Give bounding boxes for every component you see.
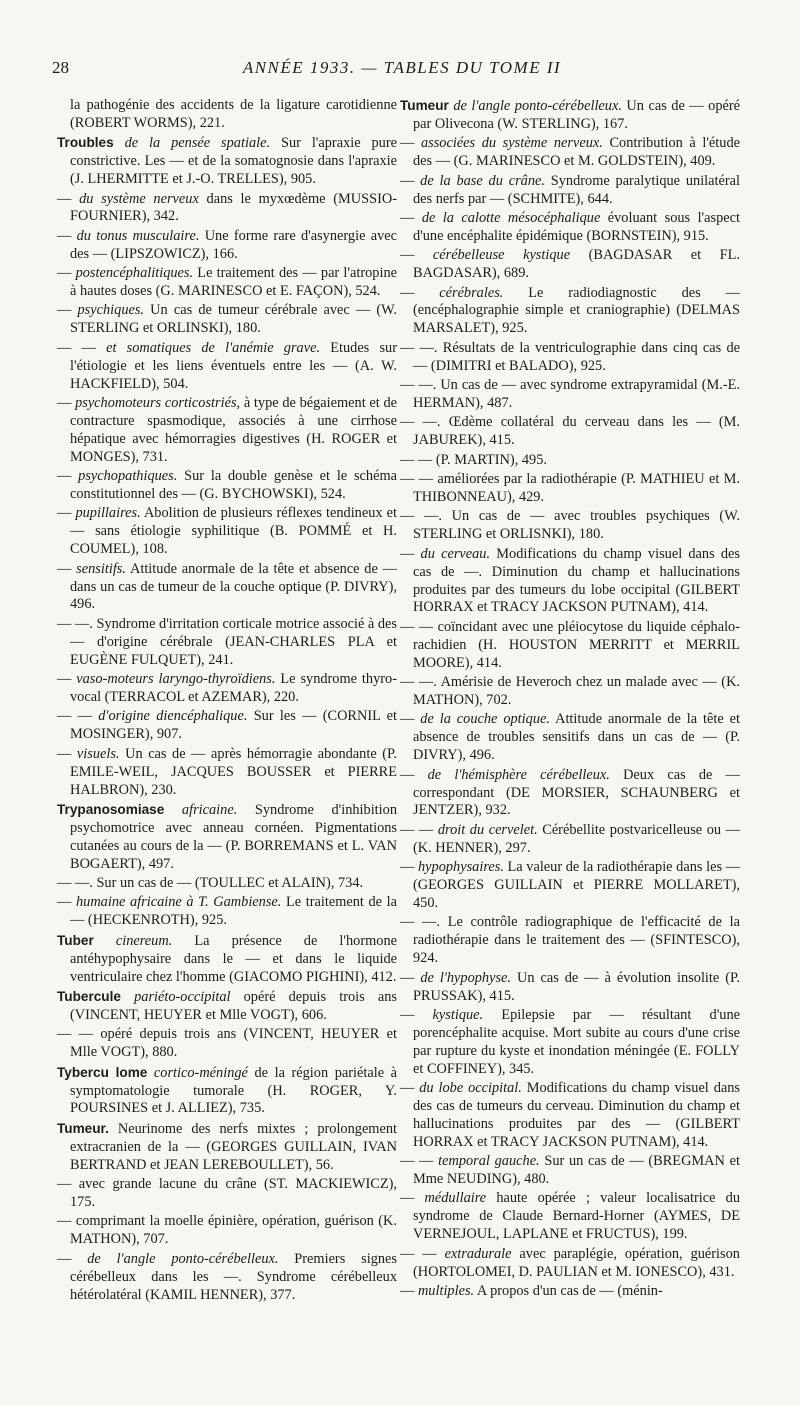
index-entry [57, 395, 397, 467]
entry-subject: associées du système nerveux. [420, 135, 603, 152]
entry-subject: multiples. [417, 1283, 475, 1299]
entry-dash: — — [57, 339, 96, 356]
entry-dash: — —. [400, 414, 441, 431]
entry-text: dans le myxœdème (MUSSIO-FOURNIER), 342. [70, 190, 397, 225]
entry-subject: kystique. [432, 1006, 484, 1023]
entry-dash: — — [400, 451, 433, 468]
entry-heading: Trypanosomiase [57, 801, 165, 817]
entry-subject: de la pensée spatiale. [124, 135, 271, 152]
entry-text: Modifications du champ visuel dans des cas de tumeurs du cerveau. Diminution du champ et hallucinations produites par des — (GILBERT HORRAX et TRACY JACKSON PUTNAM), 414. [413, 1080, 740, 1150]
entry-subject: du lobe occipital. [419, 1080, 522, 1097]
entry-subject: pariéto-occipital [134, 989, 231, 1005]
entry-text: avec paraplégie, opération, guérison (HORTOLOMEI, D. PAULIAN et M. IONESCO), 431. [413, 1245, 740, 1280]
entry-dash: — [57, 227, 72, 244]
entry-text: Modifications du champ visuel dans des cas de —. Diminution du champ et hallucinations produites par des tumeurs du lobe occipital (GILBERT HORRAX et TRACY JACKSON PUTNAM), 414. [413, 545, 740, 616]
entry-text: évoluant sous l'aspect d'une encéphalite épidémique (BORNSTEIN), 915. [413, 209, 740, 244]
entry-dash: — — [400, 821, 434, 838]
entry-dash: — — [400, 1153, 434, 1170]
entry-dash: — [57, 745, 72, 762]
entry-subject: postencéphalitiques. [75, 265, 194, 282]
entry-subject: cérébelleuse kystique [432, 247, 571, 264]
index-entry [400, 1283, 740, 1301]
index-entry [400, 1080, 740, 1152]
page-header [52, 58, 752, 82]
entry-dash: — —. [57, 875, 93, 892]
index-entry [400, 247, 740, 283]
entry-dash: — —. [400, 377, 437, 394]
index-entry [400, 285, 740, 339]
index-entry [400, 97, 740, 134]
entry-dash: — [400, 172, 415, 189]
page-number: 28 [52, 58, 69, 77]
index-entry [57, 340, 397, 394]
index-entry [57, 875, 397, 893]
entry-dash: — [57, 1250, 72, 1267]
entry-dash: — — [400, 618, 434, 635]
entry-dash: — —. [400, 914, 440, 931]
entry-dash: — [57, 560, 72, 577]
entry-subject: du tonus musculaire. [76, 227, 200, 244]
index-entry [57, 561, 397, 615]
entry-text: Un cas de tumeur cérébrale avec — (W. STERLING et ORLINSKI), 180. [70, 302, 397, 337]
entry-text: Sur un cas de — (TOULLEC et ALAIN), 734. [96, 875, 364, 892]
entry-subject: droit du cervelet. [437, 821, 538, 838]
entry-text: Sur les — (CORNIL et MOSINGER), 907. [70, 708, 397, 743]
index-entry [57, 191, 397, 227]
entry-text: Le traitement des — par l'atropine à hautes doses (G. MARINESCO et E. FAÇON), 524. [70, 265, 397, 300]
index-entry [57, 932, 397, 987]
entry-dash: — [400, 1190, 415, 1207]
entry-dash: — [57, 671, 72, 688]
entry-heading: Tumeur. [57, 1120, 109, 1136]
entry-heading: Tybercu lome [57, 1064, 148, 1080]
entry-dash: — — [57, 708, 92, 725]
index-entry [400, 508, 740, 544]
entry-text: La présence de l'hormone antéhypophysaire dans le — et dans le liquide ventriculaire chez l'homme (GIACOMO PIGHINI), 412. [70, 932, 397, 985]
entry-dash: — [57, 1176, 72, 1193]
entry-subject: cinereum. [115, 932, 173, 949]
index-entry [57, 1176, 397, 1212]
entry-text: Le radiodiagnostic des — (encéphalographie simple et craniographie) (DELMAS MARSALET), 925. [413, 284, 740, 337]
entry-text: Le traitement de la — (HECKENROTH), 925. [70, 894, 397, 929]
index-entry [400, 674, 740, 710]
entry-dash: — —. [400, 508, 442, 525]
index-entry [400, 711, 740, 765]
entry-text: coïncidant avec une pléiocytose du liquide céphalo-rachidien (H. HOUSTON MERRITT et MERRIL MOORE), 414. [413, 618, 740, 671]
index-entry [400, 970, 740, 1006]
entry-heading: Tumeur [400, 98, 449, 113]
entry-text: Amérisie de Heveroch chez un malade avec — (K. MATHON), 702. [413, 674, 741, 708]
entry-text: Abolition de plusieurs réflexes tendineux et — sans étiologie syphilitique (B. POMMÉ et H. COUMEL), 108. [70, 505, 397, 558]
entry-text: Syndrome d'irritation corticale motrice associé à des — d'origine cérébrale (JEAN-CHARLES PLA et EUGÈNE FULQUET), 241. [70, 615, 398, 668]
entry-text: Attitude anormale de la tête et absence de troubles sensitifs dans un cas de — (P. DIVRY), 496. [413, 711, 740, 764]
entry-dash: — [400, 545, 415, 562]
entry-subject: extradurale [444, 1245, 512, 1262]
entry-subject: du système nerveux [79, 190, 199, 207]
entry-dash: — —. [400, 339, 438, 356]
entry-text: à type de bégaiement et de contracture spasmodique, associés à une cirrhose hépatique avec hémorragies digestives (H. ROGER et MONGES), 731. [70, 395, 397, 465]
entry-text: Un cas de — à évolution insolite (P. PRUSSAK), 415. [413, 969, 740, 1004]
index-entry [57, 302, 397, 338]
entry-text: Epilepsie par — résultant d'une porencéphalite acquise. Mort subite au cours d'une crise par rupture du kyste et inondation méningée (E. FOLLY et COFFINEY), 345. [413, 1006, 740, 1077]
index-entry [400, 377, 740, 413]
index-entry [57, 894, 397, 930]
running-title: ANNÉE 1933. — TABLES DU TOME II [242, 58, 562, 77]
entry-text: (P. MARTIN), 495. [435, 451, 547, 468]
entry-dash: — [57, 894, 72, 911]
entry-dash: — [57, 1213, 72, 1230]
entry-dash: — [57, 265, 72, 282]
entry-heading: Troubles [57, 135, 114, 151]
entry-subject: psychopathiques. [78, 468, 178, 485]
index-entry [400, 859, 740, 913]
entry-text: Un cas de — avec syndrome extrapyramidal (M.-E. HERMAN), 487. [413, 377, 741, 411]
index-entry [400, 414, 740, 450]
entry-subject: pupillaires. [75, 505, 141, 522]
entry-text: Etudes sur l'étiologie et les liens éventuels entre les — (A. W. HACKFIELD), 504. [70, 339, 397, 392]
entry-dash: — [400, 711, 415, 728]
entry-dash: — [400, 1006, 415, 1023]
entry-dash: — [400, 1283, 415, 1299]
index-entry [57, 1120, 397, 1175]
entry-text: la pathogénie des accidents de la ligature carotidienne (ROBERT WORMS), 221. [70, 97, 397, 131]
entry-subject: hypophysaires. [417, 859, 504, 876]
entry-dash: — —. [400, 674, 437, 691]
index-entry [57, 505, 397, 559]
entry-text: Deux cas de — correspondant (DE MORSIER, SCHAUNBERG et JENTZER), 932. [413, 766, 740, 819]
entry-text: Un cas de — avec troubles psychiques (W. STERLING et ORLISNKI), 180. [413, 508, 740, 543]
entry-dash: — [400, 1080, 415, 1097]
index-entry [400, 1153, 740, 1189]
index-entry [57, 708, 397, 744]
entry-dash: — [400, 969, 415, 986]
index-entry [400, 914, 740, 968]
index-entry [400, 135, 740, 171]
entry-text: comprimant la moelle épinière, opération, guérison (K. MATHON), 707. [70, 1213, 398, 1248]
index-entry [57, 97, 397, 133]
index-entry [400, 340, 740, 376]
entry-text: Cérébellite postvaricelleuse ou — (K. HENNER), 297. [413, 821, 740, 856]
index-entry [400, 471, 740, 507]
entry-text: améliorées par la radiothérapie (P. MATHIEU et M. THIBONNEAU), 429. [413, 471, 740, 506]
entry-text: Syndrome paralytique unilatéral des nerfs par — (SCHMITE), 644. [413, 172, 741, 207]
entry-text: A propos d'un cas de — (ménin- [474, 1283, 663, 1299]
entry-text: Attitude anormale de la tête et absence de — dans un cas de tumeur de la couche optique (P. DIVRY), 496. [70, 560, 397, 613]
entry-subject: cérébrales. [439, 284, 504, 301]
entry-subject: humaine africaine à T. Gambiense. [75, 894, 282, 911]
entry-subject: médullaire [424, 1190, 487, 1207]
entry-text: Le syndrome thyro-vocal (TERRACOL et AZEMAR), 220. [70, 671, 397, 705]
entry-subject: de la base du crâne. [420, 172, 545, 189]
entry-dash: — [57, 190, 72, 207]
entry-dash: — — [57, 1026, 94, 1043]
entry-subject: du cerveau. [420, 545, 491, 562]
index-entry [400, 173, 740, 209]
entry-text: Neurinome des nerfs mixtes ; prolongement extracranien de la — (GEORGES GUILLAIN, IVAN BERTRAND et JEAN LEREBOULLET), 56. [70, 1120, 397, 1173]
entry-dash: — [400, 284, 415, 301]
entry-text: (BAGDASAR et FL. BAGDASAR), 689. [413, 247, 740, 282]
left-column [57, 97, 397, 1306]
entry-text: opéré depuis trois ans (VINCENT, HEUYER et Mlle VOGT), 606. [70, 989, 397, 1023]
index-entry [400, 619, 740, 673]
entry-subject: d'origine diencéphalique. [98, 708, 248, 725]
entry-dash: — [400, 135, 415, 152]
entry-dash: — [57, 468, 72, 485]
entry-text: de la région pariétale à symptomatologie tumorale (H. ROGER, Y. POURSINES et J. ALLIEZ), 735. [70, 1064, 397, 1117]
entry-subject: de la couche optique. [420, 711, 550, 728]
entry-heading: Tubercule [57, 989, 121, 1004]
entry-text: Le contrôle radiographique de l'efficacité de la radiothérapie dans le traitement des — (SFINTESCO), 924. [413, 914, 740, 967]
index-entry [400, 1007, 740, 1079]
entry-subject: de la calotte mésocéphalique [421, 209, 601, 226]
entry-subject: vaso-moteurs laryngo-thyroïdiens. [76, 671, 276, 688]
entry-text: Une forme rare d'asynergie avec des — (LIPSZOWICZ), 166. [70, 227, 397, 262]
entry-subject: temporal gauche. [438, 1153, 540, 1170]
index-entry [400, 822, 740, 858]
index-entry [57, 134, 397, 189]
entry-text: Sur la double genèse et le schéma constitutionnel des — (G. BYCHOWSKI), 524. [70, 468, 397, 503]
index-entry [57, 988, 397, 1025]
index-entry [400, 1190, 740, 1244]
index-entry [400, 546, 740, 618]
entry-text: Syndrome d'inhibition psychomotrice avec anneau cornéen. Pigmentations cutanées au cours de la — (P. BORREMANS et L. VAN BOGAERT), 497. [70, 801, 397, 872]
entry-dash: — —. [57, 615, 93, 632]
entry-dash: — [57, 302, 72, 319]
index-entry [57, 265, 397, 301]
entry-subject: et somatiques de l'anémie grave. [106, 339, 321, 356]
entry-text: Un cas de — après hémorragie abondante (P. EMILE-WEIL, JACQUES BOUSSER et PIERRE HALBRON), 230. [70, 745, 397, 798]
entry-text: opéré depuis trois ans (VINCENT, HEUYER et Mlle VOGT), 880. [70, 1026, 397, 1061]
index-entry [57, 1251, 397, 1305]
index-entry [400, 767, 740, 821]
entry-text: Résultats de la ventriculographie dans cinq cas de — (DIMITRI et BALADO), 925. [413, 339, 740, 374]
entry-text: avec grande lacune du crâne (ST. MACKIEWICZ), 175. [70, 1176, 397, 1210]
entry-dash: — [400, 859, 415, 876]
index-entry [57, 801, 397, 874]
entry-text: Un cas de — opéré par Olivecona (W. STERLING), 167. [413, 98, 740, 132]
index-entry [400, 452, 740, 470]
entry-dash: — — [400, 1245, 437, 1262]
right-column [400, 97, 740, 1302]
index-entry [400, 210, 740, 246]
entry-text: La valeur de la radiothérapie dans les — (GEORGES GUILLAIN et PIERRE MOLLARET), 450. [413, 859, 741, 911]
entry-dash: — — [400, 471, 434, 488]
index-entry [57, 1026, 397, 1062]
entry-dash: — [57, 505, 72, 522]
index-entry [57, 671, 397, 707]
entry-text: Sur un cas de — (BREGMAN et Mme NEUDING), 480. [413, 1153, 740, 1188]
index-entry [57, 1064, 397, 1119]
entry-text: Contribution à l'étude des — (G. MARINESCO et M. GOLDSTEIN), 409. [413, 135, 740, 170]
entry-subject: psychiques. [77, 302, 145, 319]
entry-subject: psychomoteurs corticostriés, [75, 395, 241, 411]
index-entry [57, 228, 397, 264]
index-entry [57, 746, 397, 800]
entry-heading: Tuber [57, 932, 94, 948]
entry-subject: sensitifs. [76, 560, 126, 577]
entry-dash: — [400, 247, 415, 264]
index-entry [57, 1213, 397, 1249]
entry-dash: — [400, 766, 415, 783]
entry-subject: africaine. [181, 801, 238, 818]
entry-text: Premiers signes cérébelleux dans les —. Syndrome cérébelleux hétérolatéral (KAMIL HENNER), 377. [70, 1250, 397, 1303]
entry-text: haute opérée ; valeur localisatrice du syndrome de Claude Bernard-Horner (AYMES, DE VERNEJOUL, LAPLANE et FRUCTUS), 199. [413, 1190, 740, 1243]
entry-subject: de l'hémisphère cérébelleux. [427, 766, 610, 783]
entry-subject: de l'angle ponto-cérébelleux. [87, 1250, 279, 1267]
entry-text: Sur l'apraxie pure constrictive. Les — et de la somatognosie dans l'apraxie (J. LHERMITTE et J.-O. TRELLES), 905. [70, 135, 397, 188]
entry-subject: de l'hypophyse. [420, 969, 511, 986]
entry-subject: cortico-méningé [153, 1064, 248, 1081]
entry-subject: de l'angle ponto-cérébelleux. [453, 98, 622, 114]
entry-text: Œdème collatéral du cerveau dans les — (M. JABUREK), 415. [413, 414, 741, 449]
index-entry [57, 616, 397, 670]
index-entry [400, 1246, 740, 1282]
entry-dash: — [57, 395, 72, 411]
entry-subject: visuels. [76, 745, 120, 762]
index-entry [57, 468, 397, 504]
entry-dash: — [400, 209, 415, 226]
